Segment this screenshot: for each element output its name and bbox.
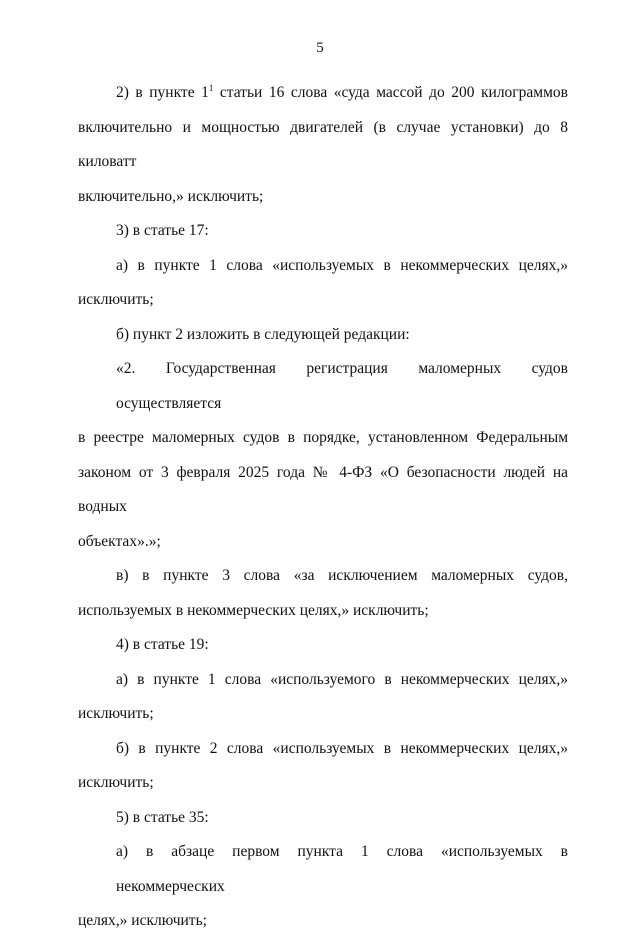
paragraph-item-4a (78, 663, 568, 732)
paragraph-line: включительно и мощностью двигателей (в случае установки) до 8 киловатт (78, 118, 568, 170)
paragraph-line: целях,» исключить; (78, 912, 207, 929)
paragraph-line: «2. Государственная регистрация маломерных судов осуществляется (116, 360, 568, 412)
superscript: 1 (208, 82, 214, 93)
page-number: 5 (316, 40, 324, 56)
paragraph-line: используемых в некоммерческих целях,» исключить; (78, 601, 429, 619)
paragraph-line: исключить; (78, 774, 154, 791)
paragraph-line: в) в пункте 3 слова «за исключением маломерных судов, (116, 567, 568, 584)
paragraph-item-4b (78, 732, 568, 801)
paragraph-line: б) в пункте 2 слова «используемых в некоммерческих целях,» (116, 739, 568, 757)
paragraph-item-4 (78, 628, 568, 663)
paragraph-line: законом от 3 февраля 2025 года № 4-ФЗ «О безопасности людей на водных (78, 463, 568, 515)
paragraph-line: включительно,» исключить; (78, 187, 264, 205)
paragraph-line (78, 76, 568, 111)
paragraph-quote (78, 352, 568, 559)
paragraph-line: 3) в статье 17: (116, 222, 209, 239)
paragraph-item-3v (78, 559, 568, 628)
text-fragment: 2) в пункте 1 (116, 84, 209, 101)
text-fragment: статьи 16 слова «суда массой до 200 килограммов (213, 84, 568, 101)
paragraph-line: а) в абзаце первом пункта 1 слова «используемых в некоммерческих (116, 843, 568, 895)
paragraph-item-3 (78, 214, 568, 249)
paragraph-item-5 (78, 801, 568, 836)
document-body (78, 76, 568, 939)
paragraph-line: 4) в статье 19: (116, 636, 209, 653)
paragraph-line: в реестре маломерных судов в порядке, установленном Федеральным (78, 429, 568, 446)
paragraph-line: 5) в статье 35: (116, 808, 209, 826)
paragraph-line: объектах».»; (78, 532, 161, 550)
paragraph-line: а) в пункте 1 слова «используемого в некоммерческих целях,» (116, 670, 568, 688)
paragraph-line: а) в пункте 1 слова «используемых в некоммерческих целях,» (116, 256, 568, 274)
paragraph-item-5a (78, 835, 568, 939)
paragraph-line: исключить; (78, 291, 154, 308)
paragraph-line: б) пункт 2 изложить в следующей редакции: (116, 325, 410, 343)
paragraph-item-3a (78, 249, 568, 318)
paragraph-item-2 (78, 76, 568, 214)
paragraph-line: исключить; (78, 705, 154, 722)
paragraph-item-3b (78, 318, 568, 353)
